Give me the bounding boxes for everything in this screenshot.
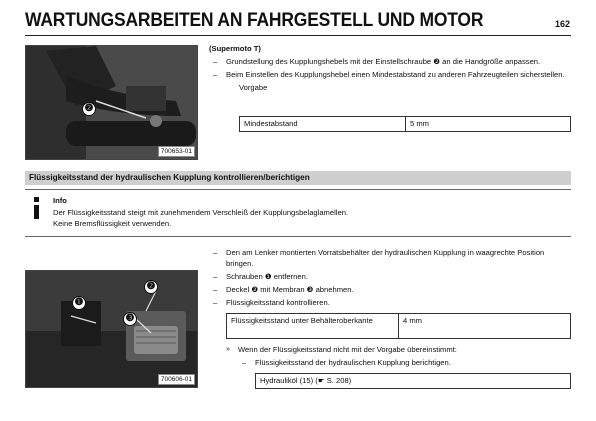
info-line: Der Flüssigkeitsstand steigt mit zunehmendem Verschleiß der Kupplungsbelaglamellen. bbox=[53, 208, 349, 217]
section-divider bbox=[25, 189, 571, 190]
callout-2: ❷ bbox=[144, 280, 158, 294]
page-title: WARTUNGSARBEITEN AN FAHRGESTELL UND MOTOR bbox=[25, 10, 484, 31]
callout-1: ❶ bbox=[72, 296, 86, 310]
model-label: (Supermoto T) bbox=[209, 44, 261, 53]
info-divider bbox=[25, 236, 571, 237]
info-line: Keine Bremsflüssigkeit verwenden. bbox=[53, 219, 172, 228]
clutch-reservoir-illustration bbox=[26, 271, 198, 388]
spec-table-min-distance bbox=[239, 116, 571, 132]
spec-value: 4 mm bbox=[399, 314, 571, 339]
step-item: – Deckel ❷ mit Membran ❸ abnehmen. bbox=[209, 284, 571, 295]
clutch-lever-photo bbox=[25, 45, 198, 160]
info-icon bbox=[31, 197, 42, 219]
condition-block bbox=[226, 344, 571, 370]
callout-2: ❷ bbox=[82, 102, 96, 116]
photo-caption: 700606-01 bbox=[158, 374, 195, 385]
section2-steps bbox=[209, 247, 571, 310]
callout-3: ❸ bbox=[123, 312, 137, 326]
sub-step-item: – Flüssigkeitsstand der hydraulischen Kupplung berichtigen. bbox=[238, 357, 571, 368]
page-number: 162 bbox=[554, 19, 570, 29]
spec-label: Flüssigkeitsstand unter Behälteroberkante bbox=[227, 314, 399, 339]
spec-heading: Vorgabe bbox=[239, 83, 268, 92]
clutch-reservoir-photo bbox=[25, 270, 198, 388]
spec-value: 5 mm bbox=[406, 117, 571, 132]
step-item: – Den am Lenker montierten Vorratsbehälter der hydraulischen Kupplung in waagrechte Position bringen. bbox=[209, 247, 571, 269]
fluid-reference[interactable]: Hydrauliköl (15) (☛ S. 208) bbox=[256, 374, 571, 389]
info-title: Info bbox=[53, 196, 67, 205]
fluid-reference-table bbox=[255, 373, 571, 389]
clutch-lever-illustration bbox=[26, 46, 198, 160]
section-heading: Flüssigkeitsstand der hydraulischen Kupplung kontrollieren/berichtigen bbox=[25, 171, 571, 185]
spec-label: Mindestabstand bbox=[240, 117, 406, 132]
condition-item: » Wenn der Flüssigkeitsstand nicht mit der Vorgabe übereinstimmt: bbox=[226, 344, 571, 355]
step-item: – Schrauben ❶ entfernen. bbox=[209, 271, 571, 282]
info-text bbox=[53, 207, 348, 229]
step-item: – Grundstellung des Kupplungshebels mit der Einstellschraube ❷ an die Handgröße anpassen. bbox=[209, 56, 571, 67]
step-item: – Flüssigkeitsstand kontrollieren. bbox=[209, 297, 571, 308]
spec-table-fluid-level bbox=[226, 313, 571, 339]
step-item: – Beim Einstellen des Kupplungshebel einen Mindestabstand zu anderen Fahrzeugteilen sicherstellen. bbox=[209, 69, 571, 80]
section1-steps bbox=[209, 56, 571, 93]
title-divider bbox=[25, 35, 571, 36]
photo-caption: 700653-01 bbox=[158, 146, 195, 157]
